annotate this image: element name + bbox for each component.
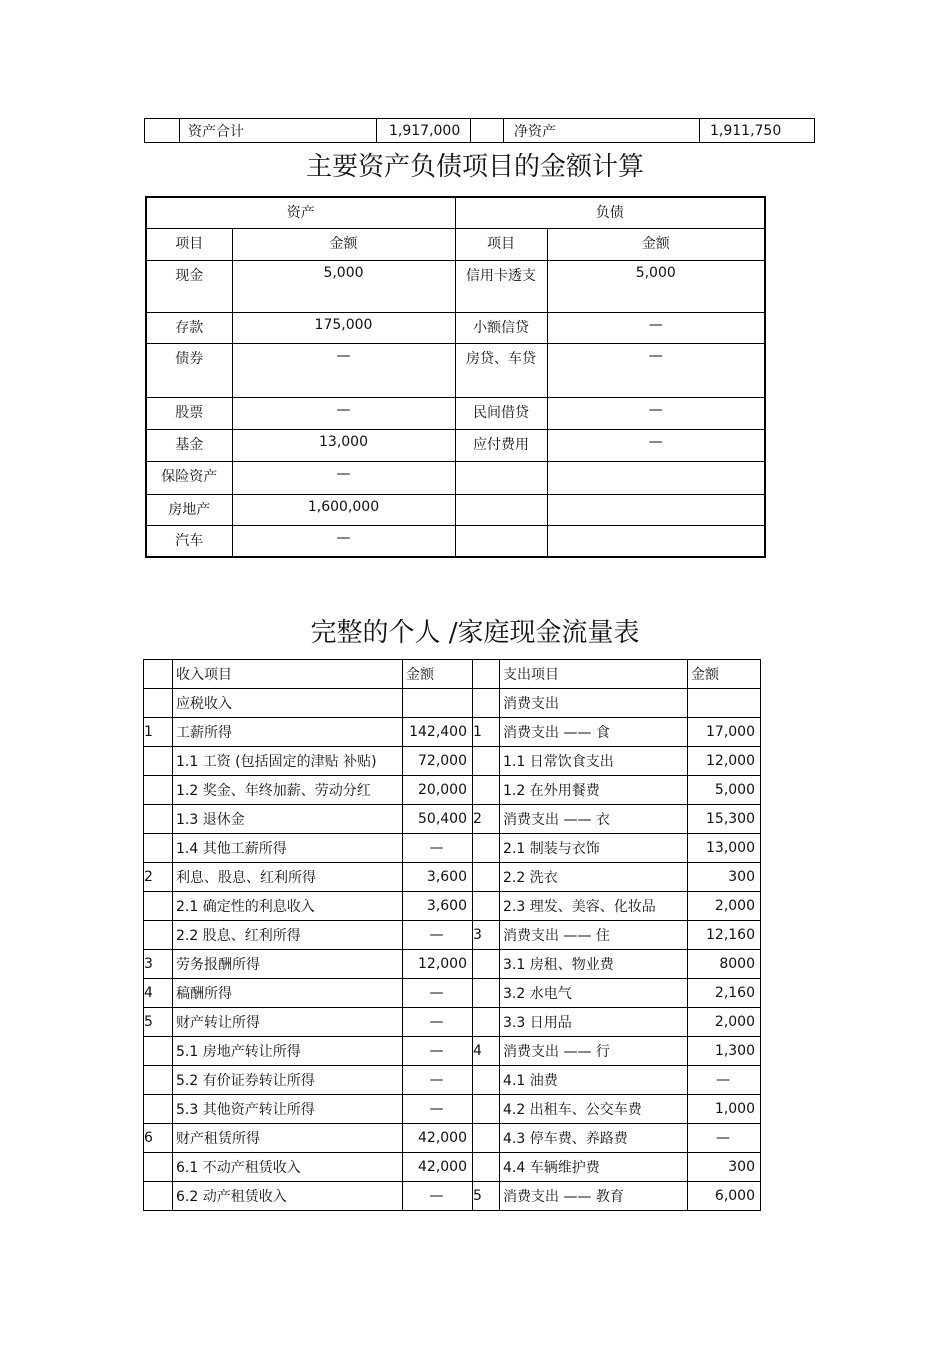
expense-index: 3 bbox=[473, 921, 500, 950]
summary-blank-cell bbox=[145, 119, 180, 143]
expense-index bbox=[473, 863, 500, 892]
table-row bbox=[144, 1008, 761, 1037]
income-amount: 3,600 bbox=[403, 863, 473, 892]
income-index: 1 bbox=[144, 718, 173, 747]
expense-index: 5 bbox=[473, 1182, 500, 1211]
table-row bbox=[144, 1182, 761, 1211]
liability-amount: — bbox=[547, 312, 765, 343]
liability-item bbox=[455, 461, 547, 494]
expense-index bbox=[473, 776, 500, 805]
expense-item: 4.2 出租车、公交车费 bbox=[500, 1095, 688, 1124]
cashflow-title: 完整的个人 /家庭现金流量表 bbox=[310, 618, 640, 648]
asset-item: 保险资产 bbox=[146, 461, 232, 494]
income-amount: — bbox=[403, 1182, 473, 1211]
asset-amount: 1,600,000 bbox=[232, 494, 455, 525]
income-amount: 12,000 bbox=[403, 950, 473, 979]
cashflow-table bbox=[143, 659, 761, 1211]
liability-amount bbox=[547, 525, 765, 557]
income-index bbox=[144, 1095, 173, 1124]
summary-row bbox=[145, 119, 815, 143]
table-row bbox=[144, 689, 761, 718]
income-item: 1.1 工资 (包括固定的津贴 补贴) bbox=[173, 747, 403, 776]
income-amount: — bbox=[403, 1037, 473, 1066]
income-amount: — bbox=[403, 979, 473, 1008]
liability-item: 民间借贷 bbox=[455, 397, 547, 429]
expense-item: 消费支出 —— 教育 bbox=[500, 1182, 688, 1211]
table-row bbox=[144, 805, 761, 834]
table-row bbox=[146, 494, 765, 525]
expense-item: 3.3 日用品 bbox=[500, 1008, 688, 1037]
asset-amount: — bbox=[232, 461, 455, 494]
liability-amount bbox=[547, 494, 765, 525]
income-index bbox=[144, 921, 173, 950]
liability-amount: — bbox=[547, 397, 765, 429]
asset-item: 现金 bbox=[146, 260, 232, 312]
expense-amount: 8000 bbox=[688, 950, 761, 979]
income-item: 1.4 其他工薪所得 bbox=[173, 834, 403, 863]
income-index bbox=[144, 689, 173, 718]
balance-section-header bbox=[146, 197, 765, 228]
liability-item bbox=[455, 494, 547, 525]
table-row bbox=[146, 343, 765, 397]
expense-amount: 6,000 bbox=[688, 1182, 761, 1211]
income-item: 5.3 其他资产转让所得 bbox=[173, 1095, 403, 1124]
income-amount: 142,400 bbox=[403, 718, 473, 747]
asset-item: 股票 bbox=[146, 397, 232, 429]
asset-item: 债券 bbox=[146, 343, 232, 397]
income-item: 劳务报酬所得 bbox=[173, 950, 403, 979]
expense-item: 消费支出 —— 食 bbox=[500, 718, 688, 747]
expense-item: 4.1 油费 bbox=[500, 1066, 688, 1095]
table-row bbox=[144, 921, 761, 950]
income-index: 2 bbox=[144, 863, 173, 892]
expense-amount-header: 金额 bbox=[688, 660, 761, 689]
expense-item: 消费支出 —— 行 bbox=[500, 1037, 688, 1066]
expense-index bbox=[473, 979, 500, 1008]
expense-index-header bbox=[473, 660, 500, 689]
balance-title: 主要资产负债项目的金额计算 bbox=[305, 152, 644, 182]
asset-total-label: 资产合计 bbox=[180, 119, 377, 143]
expense-item: 4.3 停车费、养路费 bbox=[500, 1124, 688, 1153]
expense-index bbox=[473, 1095, 500, 1124]
expense-item-header: 支出项目 bbox=[500, 660, 688, 689]
liability-amount-header: 金额 bbox=[547, 228, 765, 260]
expense-index bbox=[473, 1153, 500, 1182]
liability-item-header: 项目 bbox=[455, 228, 547, 260]
income-amount: — bbox=[403, 1095, 473, 1124]
asset-item-header: 项目 bbox=[146, 228, 232, 260]
expense-item: 4.4 车辆维护费 bbox=[500, 1153, 688, 1182]
summary-table bbox=[144, 118, 815, 143]
expense-amount: 17,000 bbox=[688, 718, 761, 747]
expense-index bbox=[473, 950, 500, 979]
asset-item: 房地产 bbox=[146, 494, 232, 525]
table-row bbox=[144, 1124, 761, 1153]
table-row bbox=[144, 1153, 761, 1182]
income-item: 利息、股息、红利所得 bbox=[173, 863, 403, 892]
expense-item: 消费支出 —— 衣 bbox=[500, 805, 688, 834]
table-row bbox=[146, 461, 765, 494]
income-item: 2.1 确定性的利息收入 bbox=[173, 892, 403, 921]
expense-amount: 2,000 bbox=[688, 1008, 761, 1037]
liability-amount: — bbox=[547, 429, 765, 461]
liability-item: 应付费用 bbox=[455, 429, 547, 461]
expense-item: 3.2 水电气 bbox=[500, 979, 688, 1008]
expense-amount bbox=[688, 689, 761, 718]
expense-amount: 2,160 bbox=[688, 979, 761, 1008]
table-row bbox=[146, 429, 765, 461]
income-amount: 50,400 bbox=[403, 805, 473, 834]
liability-item: 房贷、车贷 bbox=[455, 343, 547, 397]
asset-item: 汽车 bbox=[146, 525, 232, 557]
income-index: 4 bbox=[144, 979, 173, 1008]
income-amount: — bbox=[403, 834, 473, 863]
income-amount: 42,000 bbox=[403, 1153, 473, 1182]
expense-amount: 12,000 bbox=[688, 747, 761, 776]
asset-item: 基金 bbox=[146, 429, 232, 461]
income-amount: 72,000 bbox=[403, 747, 473, 776]
asset-total-value: 1,917,000 bbox=[377, 119, 471, 143]
income-index bbox=[144, 1153, 173, 1182]
asset-item: 存款 bbox=[146, 312, 232, 343]
asset-amount: 175,000 bbox=[232, 312, 455, 343]
asset-amount: — bbox=[232, 397, 455, 429]
income-index-header bbox=[144, 660, 173, 689]
expense-amount: 12,160 bbox=[688, 921, 761, 950]
expense-item: 1.1 日常饮食支出 bbox=[500, 747, 688, 776]
expense-amount: — bbox=[688, 1124, 761, 1153]
expense-amount: — bbox=[688, 1066, 761, 1095]
table-row bbox=[146, 312, 765, 343]
income-item: 5.1 房地产转让所得 bbox=[173, 1037, 403, 1066]
table-row bbox=[144, 776, 761, 805]
liability-amount: — bbox=[547, 343, 765, 397]
expense-item: 2.2 洗衣 bbox=[500, 863, 688, 892]
table-row bbox=[146, 525, 765, 557]
balance-col-header bbox=[146, 228, 765, 260]
asset-amount-header: 金额 bbox=[232, 228, 455, 260]
income-index bbox=[144, 1182, 173, 1211]
income-index bbox=[144, 776, 173, 805]
expense-item: 3.1 房租、物业费 bbox=[500, 950, 688, 979]
income-item: 稿酬所得 bbox=[173, 979, 403, 1008]
income-item: 2.2 股息、红利所得 bbox=[173, 921, 403, 950]
income-index bbox=[144, 1037, 173, 1066]
expense-amount: 13,000 bbox=[688, 834, 761, 863]
income-index: 3 bbox=[144, 950, 173, 979]
income-item-header: 收入项目 bbox=[173, 660, 403, 689]
income-item: 工薪所得 bbox=[173, 718, 403, 747]
table-row bbox=[144, 834, 761, 863]
income-amount: — bbox=[403, 1008, 473, 1037]
income-index bbox=[144, 805, 173, 834]
expense-index bbox=[473, 892, 500, 921]
liability-header: 负债 bbox=[455, 197, 765, 228]
expense-amount: 300 bbox=[688, 1153, 761, 1182]
liability-item: 信用卡透支 bbox=[455, 260, 547, 312]
table-row bbox=[146, 260, 765, 312]
expense-item: 消费支出 —— 住 bbox=[500, 921, 688, 950]
expense-amount: 300 bbox=[688, 863, 761, 892]
asset-amount: — bbox=[232, 343, 455, 397]
income-amount bbox=[403, 689, 473, 718]
expense-item: 1.2 在外用餐费 bbox=[500, 776, 688, 805]
expense-amount: 1,000 bbox=[688, 1095, 761, 1124]
expense-index: 4 bbox=[473, 1037, 500, 1066]
cashflow-header-row bbox=[144, 660, 761, 689]
table-row bbox=[144, 892, 761, 921]
asset-header: 资产 bbox=[146, 197, 455, 228]
income-index bbox=[144, 834, 173, 863]
expense-index bbox=[473, 1008, 500, 1037]
summary-blank-cell bbox=[471, 119, 504, 143]
expense-index bbox=[473, 834, 500, 863]
expense-amount: 5,000 bbox=[688, 776, 761, 805]
liability-item bbox=[455, 525, 547, 557]
income-index: 5 bbox=[144, 1008, 173, 1037]
table-row bbox=[144, 950, 761, 979]
net-asset-value: 1,911,750 bbox=[700, 119, 815, 143]
income-item: 财产租赁所得 bbox=[173, 1124, 403, 1153]
net-asset-label: 净资产 bbox=[504, 119, 700, 143]
table-row bbox=[144, 1095, 761, 1124]
income-index: 6 bbox=[144, 1124, 173, 1153]
table-row bbox=[144, 747, 761, 776]
expense-item: 2.3 理发、美容、化妆品 bbox=[500, 892, 688, 921]
liability-item: 小额信贷 bbox=[455, 312, 547, 343]
expense-item: 2.1 制装与衣饰 bbox=[500, 834, 688, 863]
table-row bbox=[144, 863, 761, 892]
income-item: 6.2 动产租赁收入 bbox=[173, 1182, 403, 1211]
liability-amount: 5,000 bbox=[547, 260, 765, 312]
income-index bbox=[144, 1066, 173, 1095]
expense-index: 1 bbox=[473, 718, 500, 747]
income-amount: — bbox=[403, 921, 473, 950]
balance-table bbox=[145, 196, 766, 558]
income-item: 财产转让所得 bbox=[173, 1008, 403, 1037]
expense-index bbox=[473, 1124, 500, 1153]
income-item: 1.3 退休金 bbox=[173, 805, 403, 834]
income-index bbox=[144, 747, 173, 776]
asset-amount: 5,000 bbox=[232, 260, 455, 312]
income-amount: — bbox=[403, 1066, 473, 1095]
income-amount: 42,000 bbox=[403, 1124, 473, 1153]
income-index bbox=[144, 892, 173, 921]
expense-amount: 1,300 bbox=[688, 1037, 761, 1066]
income-item: 1.2 奖金、年终加薪、劳动分红 bbox=[173, 776, 403, 805]
income-amount-header: 金额 bbox=[403, 660, 473, 689]
expense-index bbox=[473, 1066, 500, 1095]
asset-amount: — bbox=[232, 525, 455, 557]
expense-item: 消费支出 bbox=[500, 689, 688, 718]
liability-amount bbox=[547, 461, 765, 494]
income-item: 应税收入 bbox=[173, 689, 403, 718]
expense-index bbox=[473, 747, 500, 776]
income-amount: 20,000 bbox=[403, 776, 473, 805]
expense-index: 2 bbox=[473, 805, 500, 834]
asset-amount: 13,000 bbox=[232, 429, 455, 461]
expense-amount: 15,300 bbox=[688, 805, 761, 834]
table-row bbox=[144, 979, 761, 1008]
expense-index bbox=[473, 689, 500, 718]
income-amount: 3,600 bbox=[403, 892, 473, 921]
income-item: 6.1 不动产租赁收入 bbox=[173, 1153, 403, 1182]
income-item: 5.2 有价证券转让所得 bbox=[173, 1066, 403, 1095]
expense-amount: 2,000 bbox=[688, 892, 761, 921]
table-row bbox=[144, 1066, 761, 1095]
table-row bbox=[146, 397, 765, 429]
table-row bbox=[144, 1037, 761, 1066]
table-row bbox=[144, 718, 761, 747]
